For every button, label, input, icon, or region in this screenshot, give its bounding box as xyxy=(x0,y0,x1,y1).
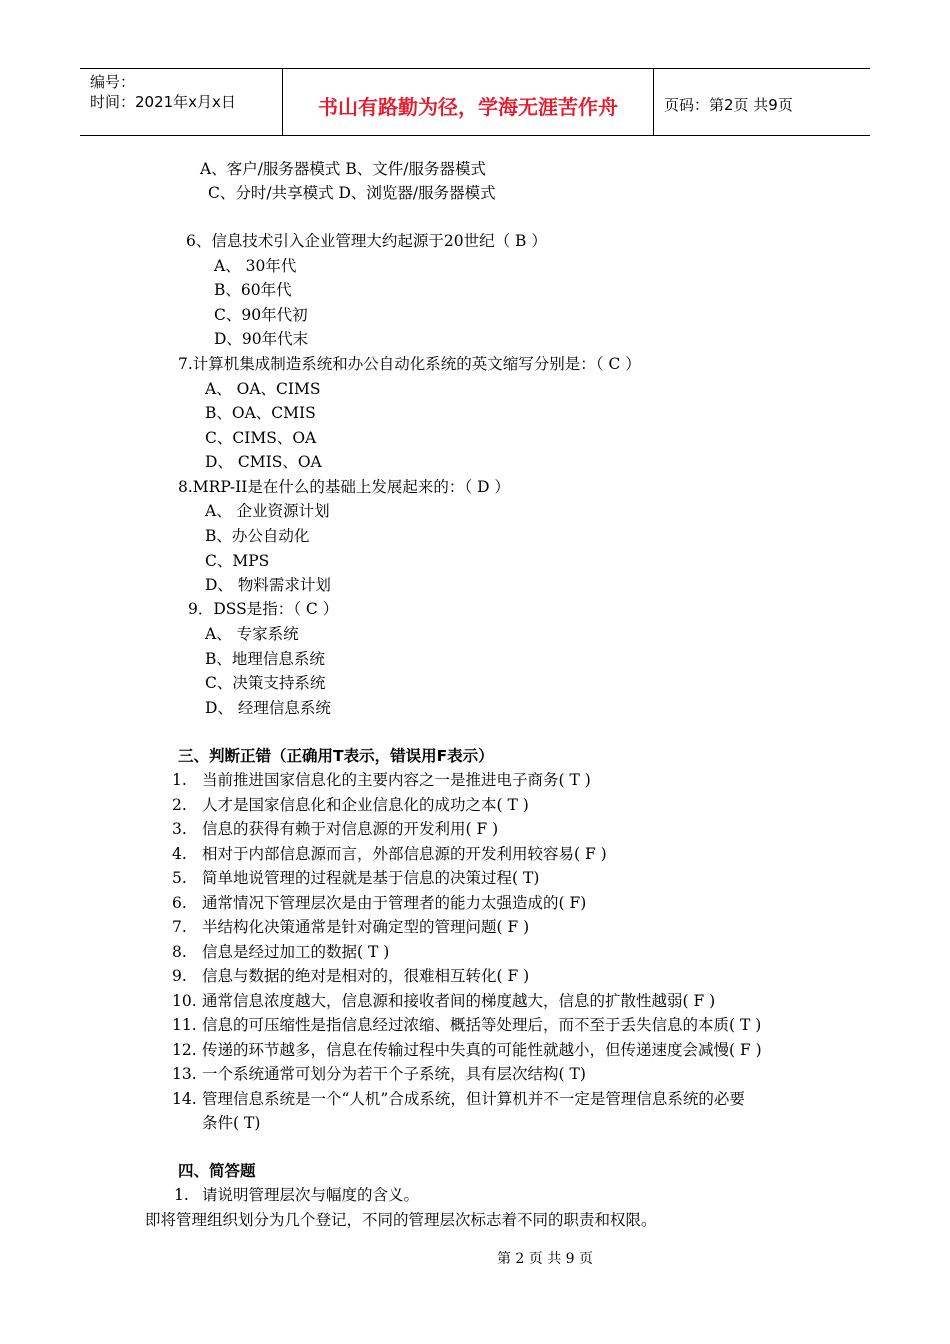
q7-option-a: A、 OA、CIMS xyxy=(205,380,321,398)
item-text: 信息是经过加工的数据( T ) xyxy=(202,943,390,961)
q9-stem: 9．DSS是指：（ C ） xyxy=(188,600,339,618)
item-number: 3. xyxy=(172,820,187,838)
item14-continuation: 条件( T) xyxy=(202,1114,261,1132)
item-text: 半结构化决策通常是针对确定型的管理问题( F ) xyxy=(202,918,530,936)
q7-option-d: D、 CMIS、OA xyxy=(205,453,322,471)
item-number: 2. xyxy=(172,796,187,814)
q9-option-a: A、 专家系统 xyxy=(205,625,299,643)
item-number: 7. xyxy=(172,918,187,936)
q8-option-b: B、办公自动化 xyxy=(205,527,310,545)
q8-stem: 8.MRP-II是在什么的基础上发展起来的：（ D ） xyxy=(178,478,510,496)
item-number: 11. xyxy=(172,1016,197,1034)
section4-title: 四、简答题 xyxy=(178,1162,256,1180)
q6-option-b: B、60年代 xyxy=(214,281,292,299)
item-text: 通常情况下管理层次是由于管理者的能力太强造成的( F) xyxy=(202,894,587,912)
item-text: 相对于内部信息源而言，外部信息源的开发利用较容易( F ) xyxy=(202,845,607,863)
header-motto-cell xyxy=(283,69,654,135)
item-text: 通常信息浓度越大，信息源和接收者间的梯度越大，信息的扩散性越弱( F ) xyxy=(202,992,716,1010)
item-text: 当前推进国家信息化的主要内容之一是推进电子商务( T ) xyxy=(202,771,591,789)
q7-option-c: C、CIMS、OA xyxy=(205,429,317,447)
item-number: 13. xyxy=(172,1065,197,1083)
q8-option-d: D、 物料需求计划 xyxy=(205,576,331,594)
q6-option-a: A、 30年代 xyxy=(214,257,297,275)
section4-q1: 请说明管理层次与幅度的含义。 xyxy=(202,1186,420,1204)
item-text: 信息的可压缩性是指信息经过浓缩、概括等处理后，而不至于丢失信息的本质( T ) xyxy=(202,1016,762,1034)
q7-option-b: B、OA、CMIS xyxy=(205,404,316,422)
header-page-cell xyxy=(654,69,870,135)
item-text: 简单地说管理的过程就是基于信息的决策过程( T) xyxy=(202,869,540,887)
header-meta xyxy=(80,69,283,135)
item-text: 管理信息系统是一个“人机”合成系统，但计算机并不一定是管理信息系统的必要 xyxy=(202,1090,745,1108)
time-label: 时间：2021年x月x日 xyxy=(90,93,236,111)
q7-stem: 7.计算机集成制造系统和办公自动化系统的英文缩写分别是：（ C ） xyxy=(178,355,641,373)
q5-options-line2: C、分时/共享模式 D、浏览器/服务器模式 xyxy=(208,184,496,202)
item-number: 1. xyxy=(172,771,187,789)
item-number: 10. xyxy=(172,992,197,1010)
item-number: 6. xyxy=(172,894,187,912)
q9-option-c: C、决策支持系统 xyxy=(205,674,326,692)
q9-option-d: D、 经理信息系统 xyxy=(205,699,331,717)
q6-stem: 6、信息技术引入企业管理大约起源于20世纪（ B ） xyxy=(186,232,547,250)
item-number: 14. xyxy=(172,1090,197,1108)
section4-answer: 即将管理组织划分为几个登记，不同的管理层次标志着不同的职责和权限。 xyxy=(145,1211,657,1229)
page-label: 页码：第2页 共9页 xyxy=(664,96,793,114)
q9-option-b: B、地理信息系统 xyxy=(205,650,325,668)
item-number: 9. xyxy=(172,967,187,985)
q8-option-c: C、MPS xyxy=(205,552,270,570)
item-text: 人才是国家信息化和企业信息化的成功之本( T ) xyxy=(202,796,529,814)
item-number: 4. xyxy=(172,845,187,863)
page-footer: 第 2 页 共 9 页 xyxy=(496,1251,594,1267)
motto: 书山有路勤为径，学海无涯苦作舟 xyxy=(318,95,618,119)
section3-title: 三、判断正错（正确用T表示，错误用F表示） xyxy=(178,747,494,765)
section4-q1-number: 1. xyxy=(174,1186,189,1204)
item-text: 信息与数据的绝对是相对的，很难相互转化( F ) xyxy=(202,967,530,985)
page-header xyxy=(80,68,870,136)
q8-option-a: A、 企业资源计划 xyxy=(205,502,330,520)
item-text: 信息的获得有赖于对信息源的开发利用( F ) xyxy=(202,820,499,838)
item-number: 12. xyxy=(172,1041,197,1059)
q6-option-c: C、90年代初 xyxy=(214,306,308,324)
item-number: 5. xyxy=(172,869,187,887)
q6-option-d: D、90年代末 xyxy=(214,330,309,348)
item-number: 8. xyxy=(172,943,187,961)
item-text: 传递的环节越多，信息在传输过程中失真的可能性就越小，但传递速度会减慢( F ) xyxy=(202,1041,762,1059)
number-label: 编号： xyxy=(90,73,136,91)
q5-options-line1: A、客户/服务器模式 B、文件/服务器模式 xyxy=(200,160,486,178)
item-text: 一个系统通常可划分为若干个子系统，具有层次结构( T) xyxy=(202,1065,586,1083)
